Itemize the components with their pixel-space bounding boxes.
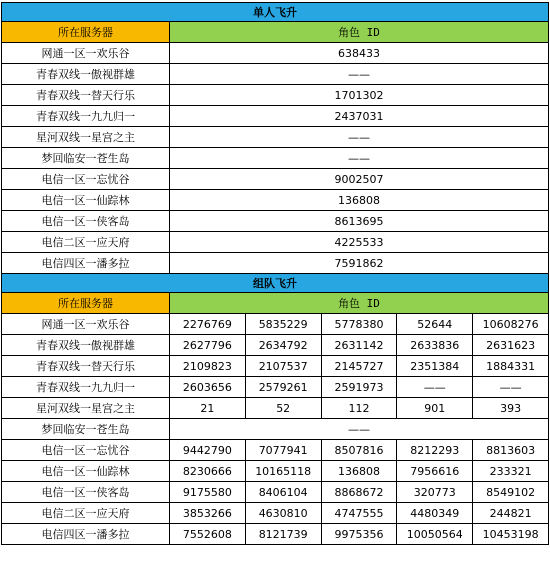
server-name-cell: 电信一区一侠客岛 [2, 482, 170, 503]
role-id-cell: —— [170, 419, 549, 440]
table-row [2, 85, 549, 106]
server-name-cell: 电信四区一潘多拉 [2, 524, 170, 545]
server-name-cell: 电信一区一侠客岛 [2, 211, 170, 232]
role-id-cell: 2276769 [170, 314, 246, 335]
table-row [2, 503, 549, 524]
server-name-cell: 电信一区一仙踪林 [2, 190, 170, 211]
table-body [2, 3, 549, 545]
role-id-cell: 2107537 [245, 356, 321, 377]
single-role-id-header: 角色 ID [170, 22, 549, 43]
role-id-cell: —— [473, 377, 549, 398]
table-row [2, 314, 549, 335]
role-id-cell: —— [397, 377, 473, 398]
role-id-cell: 8121739 [245, 524, 321, 545]
server-name-cell: 电信二区一应天府 [2, 503, 170, 524]
role-id-cell: 10165118 [245, 461, 321, 482]
table-row [2, 398, 549, 419]
server-name-cell: 星河双线一星宫之主 [2, 398, 170, 419]
server-name-cell: 电信四区一潘多拉 [2, 253, 170, 274]
server-name-cell: 星河双线一星宫之主 [2, 127, 170, 148]
role-id-cell: 10608276 [473, 314, 549, 335]
role-id-cell: 1884331 [473, 356, 549, 377]
role-id-cell: 4225533 [170, 232, 549, 253]
single-title-row [2, 3, 549, 22]
table-row [2, 253, 549, 274]
table-row [2, 482, 549, 503]
role-id-cell: 320773 [397, 482, 473, 503]
team-server-header: 所在服务器 [2, 293, 170, 314]
role-id-cell: 4747555 [321, 503, 397, 524]
role-id-cell: 2627796 [170, 335, 246, 356]
role-id-cell: 8549102 [473, 482, 549, 503]
single-ascension-title: 单人飞升 [2, 3, 549, 22]
role-id-cell: —— [170, 64, 549, 85]
server-name-cell: 青春双线一傲视群雄 [2, 335, 170, 356]
role-id-cell: 2591973 [321, 377, 397, 398]
table-row [2, 127, 549, 148]
role-id-cell: 1701302 [170, 85, 549, 106]
table-row [2, 461, 549, 482]
server-name-cell: 电信二区一应天府 [2, 232, 170, 253]
table-row [2, 169, 549, 190]
role-id-cell: 2633836 [397, 335, 473, 356]
role-id-cell: 9975356 [321, 524, 397, 545]
role-id-cell: 2631623 [473, 335, 549, 356]
role-id-cell: —— [170, 127, 549, 148]
server-name-cell: 电信一区一仙踪林 [2, 461, 170, 482]
role-id-cell: 2634792 [245, 335, 321, 356]
role-id-cell: 244821 [473, 503, 549, 524]
table-row [2, 148, 549, 169]
team-role-id-header: 角色 ID [170, 293, 549, 314]
role-id-cell: 8230666 [170, 461, 246, 482]
table-row [2, 64, 549, 85]
role-id-cell: 9175580 [170, 482, 246, 503]
server-name-cell: 青春双线一替天行乐 [2, 85, 170, 106]
role-id-cell: 112 [321, 398, 397, 419]
role-id-cell: 393 [473, 398, 549, 419]
single-header-row [2, 22, 549, 43]
role-id-cell: 10050564 [397, 524, 473, 545]
role-id-cell: 136808 [170, 190, 549, 211]
role-id-cell: 8813603 [473, 440, 549, 461]
server-name-cell: 青春双线一傲视群雄 [2, 64, 170, 85]
single-server-header: 所在服务器 [2, 22, 170, 43]
role-id-cell: 2437031 [170, 106, 549, 127]
role-id-cell: 7591862 [170, 253, 549, 274]
role-id-cell: 8868672 [321, 482, 397, 503]
role-id-cell: 8406104 [245, 482, 321, 503]
server-name-cell: 电信一区一忘忧谷 [2, 169, 170, 190]
server-name-cell: 青春双线一替天行乐 [2, 356, 170, 377]
table-row [2, 335, 549, 356]
role-id-cell: 52 [245, 398, 321, 419]
role-id-cell: 638433 [170, 43, 549, 64]
table-row [2, 106, 549, 127]
role-id-cell: 7077941 [245, 440, 321, 461]
role-id-cell: 52644 [397, 314, 473, 335]
role-id-cell: 2145727 [321, 356, 397, 377]
role-id-cell: 136808 [321, 461, 397, 482]
ascension-tables [1, 2, 549, 545]
role-id-cell: 8507816 [321, 440, 397, 461]
server-name-cell: 网通一区一欢乐谷 [2, 314, 170, 335]
role-id-cell: 2579261 [245, 377, 321, 398]
team-title-row [2, 274, 549, 293]
role-id-cell: 21 [170, 398, 246, 419]
role-id-cell: 9442790 [170, 440, 246, 461]
table-row [2, 43, 549, 64]
server-name-cell: 网通一区一欢乐谷 [2, 43, 170, 64]
ascension-table [1, 2, 549, 545]
server-name-cell: 电信一区一忘忧谷 [2, 440, 170, 461]
role-id-cell: 7956616 [397, 461, 473, 482]
server-name-cell: 梦回临安一苍生岛 [2, 419, 170, 440]
team-ascension-title: 组队飞升 [2, 274, 549, 293]
table-row [2, 211, 549, 232]
server-name-cell: 梦回临安一苍生岛 [2, 148, 170, 169]
role-id-cell: 5835229 [245, 314, 321, 335]
server-name-cell: 青春双线一九九归一 [2, 377, 170, 398]
role-id-cell: 10453198 [473, 524, 549, 545]
role-id-cell: 4630810 [245, 503, 321, 524]
role-id-cell: —— [170, 148, 549, 169]
role-id-cell: 2603656 [170, 377, 246, 398]
role-id-cell: 2109823 [170, 356, 246, 377]
table-row [2, 524, 549, 545]
role-id-cell: 8613695 [170, 211, 549, 232]
role-id-cell: 2351384 [397, 356, 473, 377]
table-row [2, 440, 549, 461]
role-id-cell: 5778380 [321, 314, 397, 335]
role-id-cell: 3853266 [170, 503, 246, 524]
team-header-row [2, 293, 549, 314]
role-id-cell: 2631142 [321, 335, 397, 356]
role-id-cell: 9002507 [170, 169, 549, 190]
role-id-cell: 901 [397, 398, 473, 419]
table-row [2, 419, 549, 440]
table-row [2, 356, 549, 377]
server-name-cell: 青春双线一九九归一 [2, 106, 170, 127]
role-id-cell: 8212293 [397, 440, 473, 461]
role-id-cell: 7552608 [170, 524, 246, 545]
role-id-cell: 4480349 [397, 503, 473, 524]
table-row [2, 377, 549, 398]
table-row [2, 232, 549, 253]
role-id-cell: 233321 [473, 461, 549, 482]
table-row [2, 190, 549, 211]
